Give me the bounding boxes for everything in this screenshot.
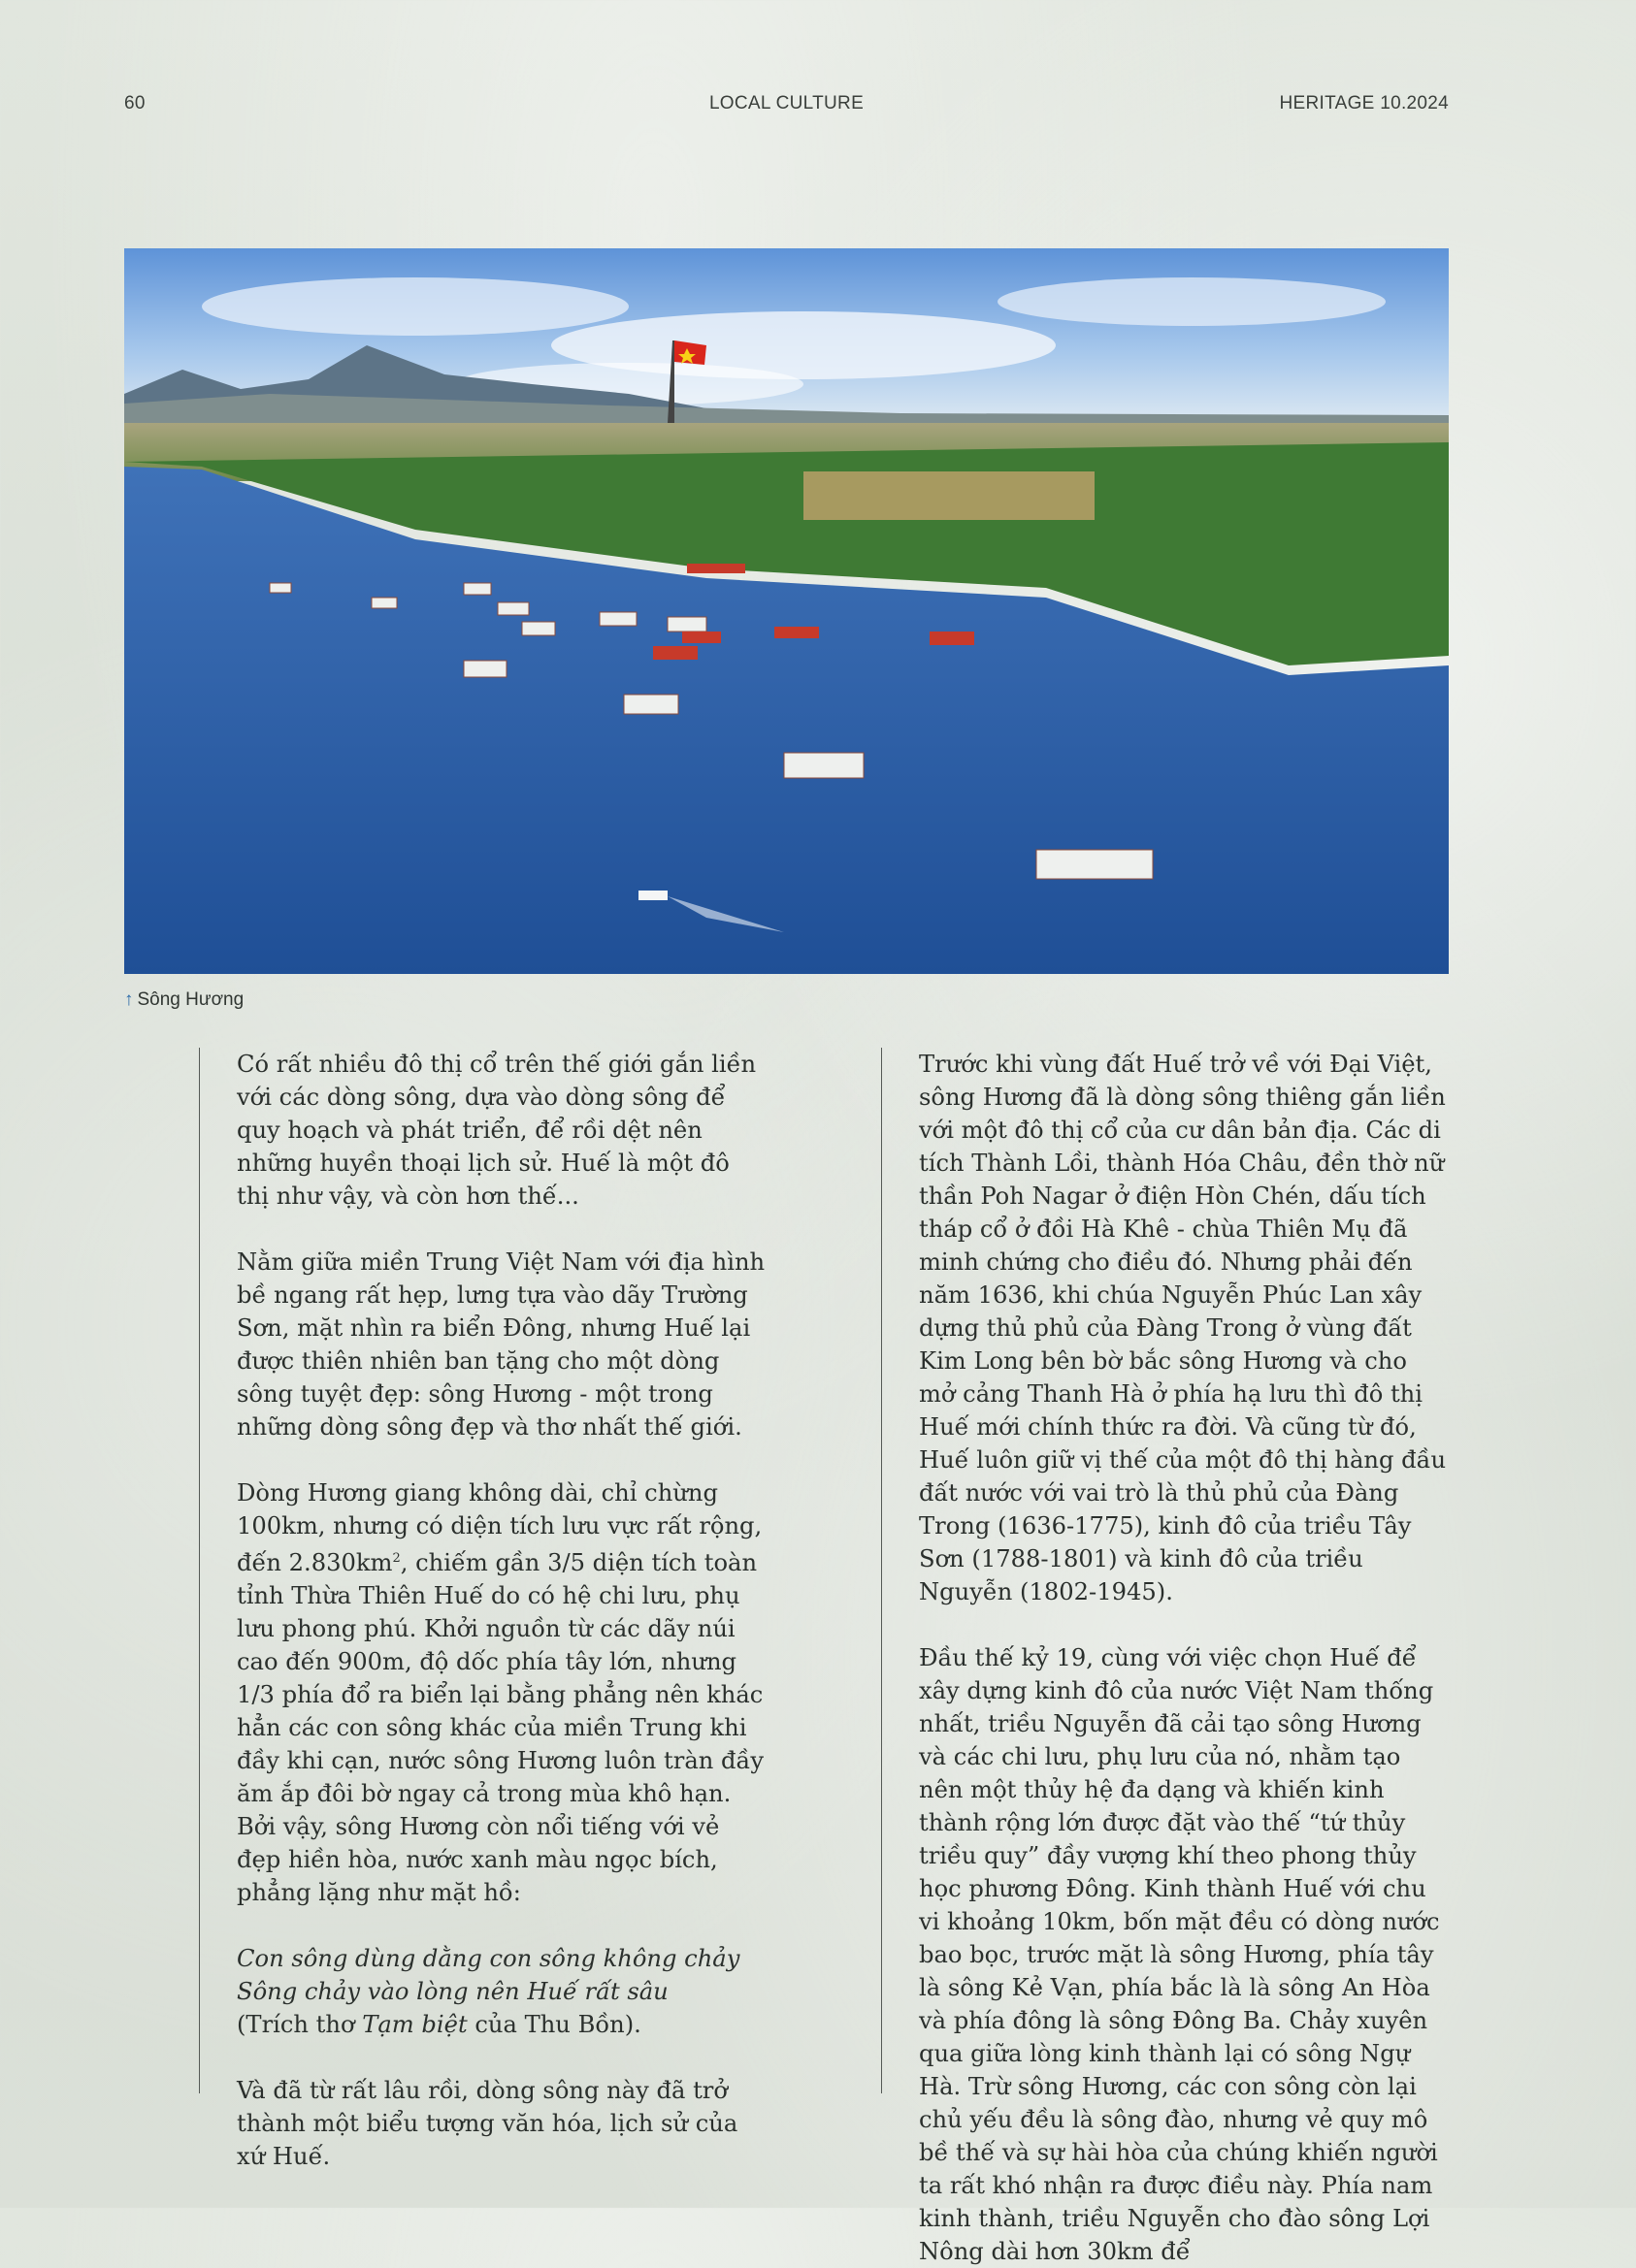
right-column — [881, 1048, 1448, 2265]
song-huong-photo — [124, 248, 1449, 974]
citation-b: của Thu Bồn). — [467, 2011, 641, 2039]
left-paragraph-2: Nằm giữa miền Trung Việt Nam với địa hình bề ngang rất hẹp, lưng tựa vào dãy Trường Sơn, mặt nhìn ra biển Đông, nhưng Huế lại được thiên nhiên ban tặng cho một dòng sông tuyệt đẹp: sông Hương - một trong những dòng sông đẹp và thơ nhất thế giới. — [237, 1248, 766, 1441]
citation-title: Tạm biệt — [362, 2011, 468, 2039]
section-title: LOCAL CULTURE — [708, 93, 865, 113]
right-paragraph-2: Đầu thế kỷ 19, cùng với việc chọn Huế để xây dựng kinh đô của nước Việt Nam thống nhất, triều Nguyễn đã cải tạo sông Hương và các chi lưu, phụ lưu của nó, nhằm tạo nên một thủy hệ đa dạng và khiến kinh thành rộng lớn được đặt vào thế “tứ thủy triều quy” đầy vượng khí theo phong thủy học phương Đông. Kinh thành Huế với chu vi khoảng 10km, bốn mặt đều có dòng nước bao bọc, trước mặt là sông Hương, phía tây là sông Kẻ Vạn, phía bắc là là sông An Hòa và phía đông là sông Đông Ba. Chảy xuyên qua giữa lòng kinh thành lại có sông Ngự Hà. Trừ sông Hương, các con sông còn lại chủ yếu đều là sông đào, nhưng vẻ quy mô bề thế và sự hài hòa của chúng khiến người ta rất khó nhận ra được điều này. Phía nam kinh thành, triều Nguyễn cho đào sông Lợi Nông dài hơn 30km để — [919, 1644, 1440, 2265]
left-paragraph-3 — [237, 1476, 766, 1909]
right-paragraph-1: Trước khi vùng đất Huế trở về với Đại Việt, sông Hương đã là dòng sông thiêng gắn liền với một đô thị cổ của cư dân bản địa. Các di tích Thành Lồi, thành Hóa Châu, đền thờ nữ thần Poh Nagar ở điện Hòn Chén, dấu tích tháp cổ ở đồi Hà Khê - chùa Thiên Mụ đã minh chứng cho điều đó. Nhưng phải đến năm 1636, khi chúa Nguyễn Phúc Lan xây dựng thủ phủ của Đàng Trong ở vùng đất Kim Long bên bờ bắc sông Hương và cho mở cảng Thanh Hà ở phía hạ lưu thì đô thị Huế mới chính thức ra đời. Và cũng từ đó, Huế luôn giữ vị thế của một đô thị hàng đầu đất nước với vai trò là thủ phủ của Đàng Trong (1636-1775), kinh đô của triều Tây Sơn (1788-1801) và kinh đô của triều Nguyễn (1802-1945). — [919, 1051, 1447, 1605]
superscript-2: 2 — [392, 1551, 401, 1566]
verse-citation — [237, 2008, 766, 2041]
photo-illustration — [124, 248, 1449, 974]
left-paragraph-4: Và đã từ rất lâu rồi, dòng sông này đã trở thành một biểu tượng văn hóa, lịch sử của xứ Huế. — [237, 2077, 738, 2171]
caption-text: Sông Hương — [137, 989, 245, 1010]
page-number: 60 — [124, 93, 146, 113]
left-paragraph-3-a: Dòng Hương giang không dài, chỉ chừng 100km, nhưng có diện tích lưu vực rất rộng, đến 2.830km — [237, 1479, 763, 1577]
verse-line-2: Sông chảy vào lòng nên Huế rất sâu — [237, 1978, 669, 2006]
arrow-up-icon: ↑ — [124, 989, 134, 1010]
photo-caption — [124, 989, 244, 1011]
verse-line-1: Con sông dùng dằng con sông không chảy — [237, 1945, 740, 1973]
citation-a: (Trích thơ — [237, 2011, 363, 2039]
issue-label: HERITAGE 10.2024 — [1279, 93, 1449, 113]
left-paragraph-3-b: , chiếm gần 3/5 diện tích toàn tỉnh Thừa Thiên Huế do có hệ chi lưu, phụ lưu phong phú. Khởi nguồn từ các dãy núi cao đến 900m, độ dốc phía tây lớn, nhưng 1/3 phía đổ ra biển lại bằng phẳng nên khác hẳn các con sông khác của miền Trung khi đầy khi cạn, nước sông Hương luôn tràn đầy ăm ắp đôi bờ ngay cả trong mùa khô hạn. Bởi vậy, sông Hương còn nổi tiếng với vẻ đẹp hiền hòa, nước xanh màu ngọc bích, phẳng lặng như mặt hồ: — [237, 1549, 764, 1907]
left-column — [199, 1048, 766, 2171]
left-paragraph-1: Có rất nhiều đô thị cổ trên thế giới gắn liền với các dòng sông, dựa vào dòng sông để quy hoạch và phát triển, để rồi dệt nên những huyền thoại lịch sử. Huế là một đô thị như vậy, và còn hơn thế... — [237, 1051, 757, 1210]
page-header — [124, 93, 1449, 122]
